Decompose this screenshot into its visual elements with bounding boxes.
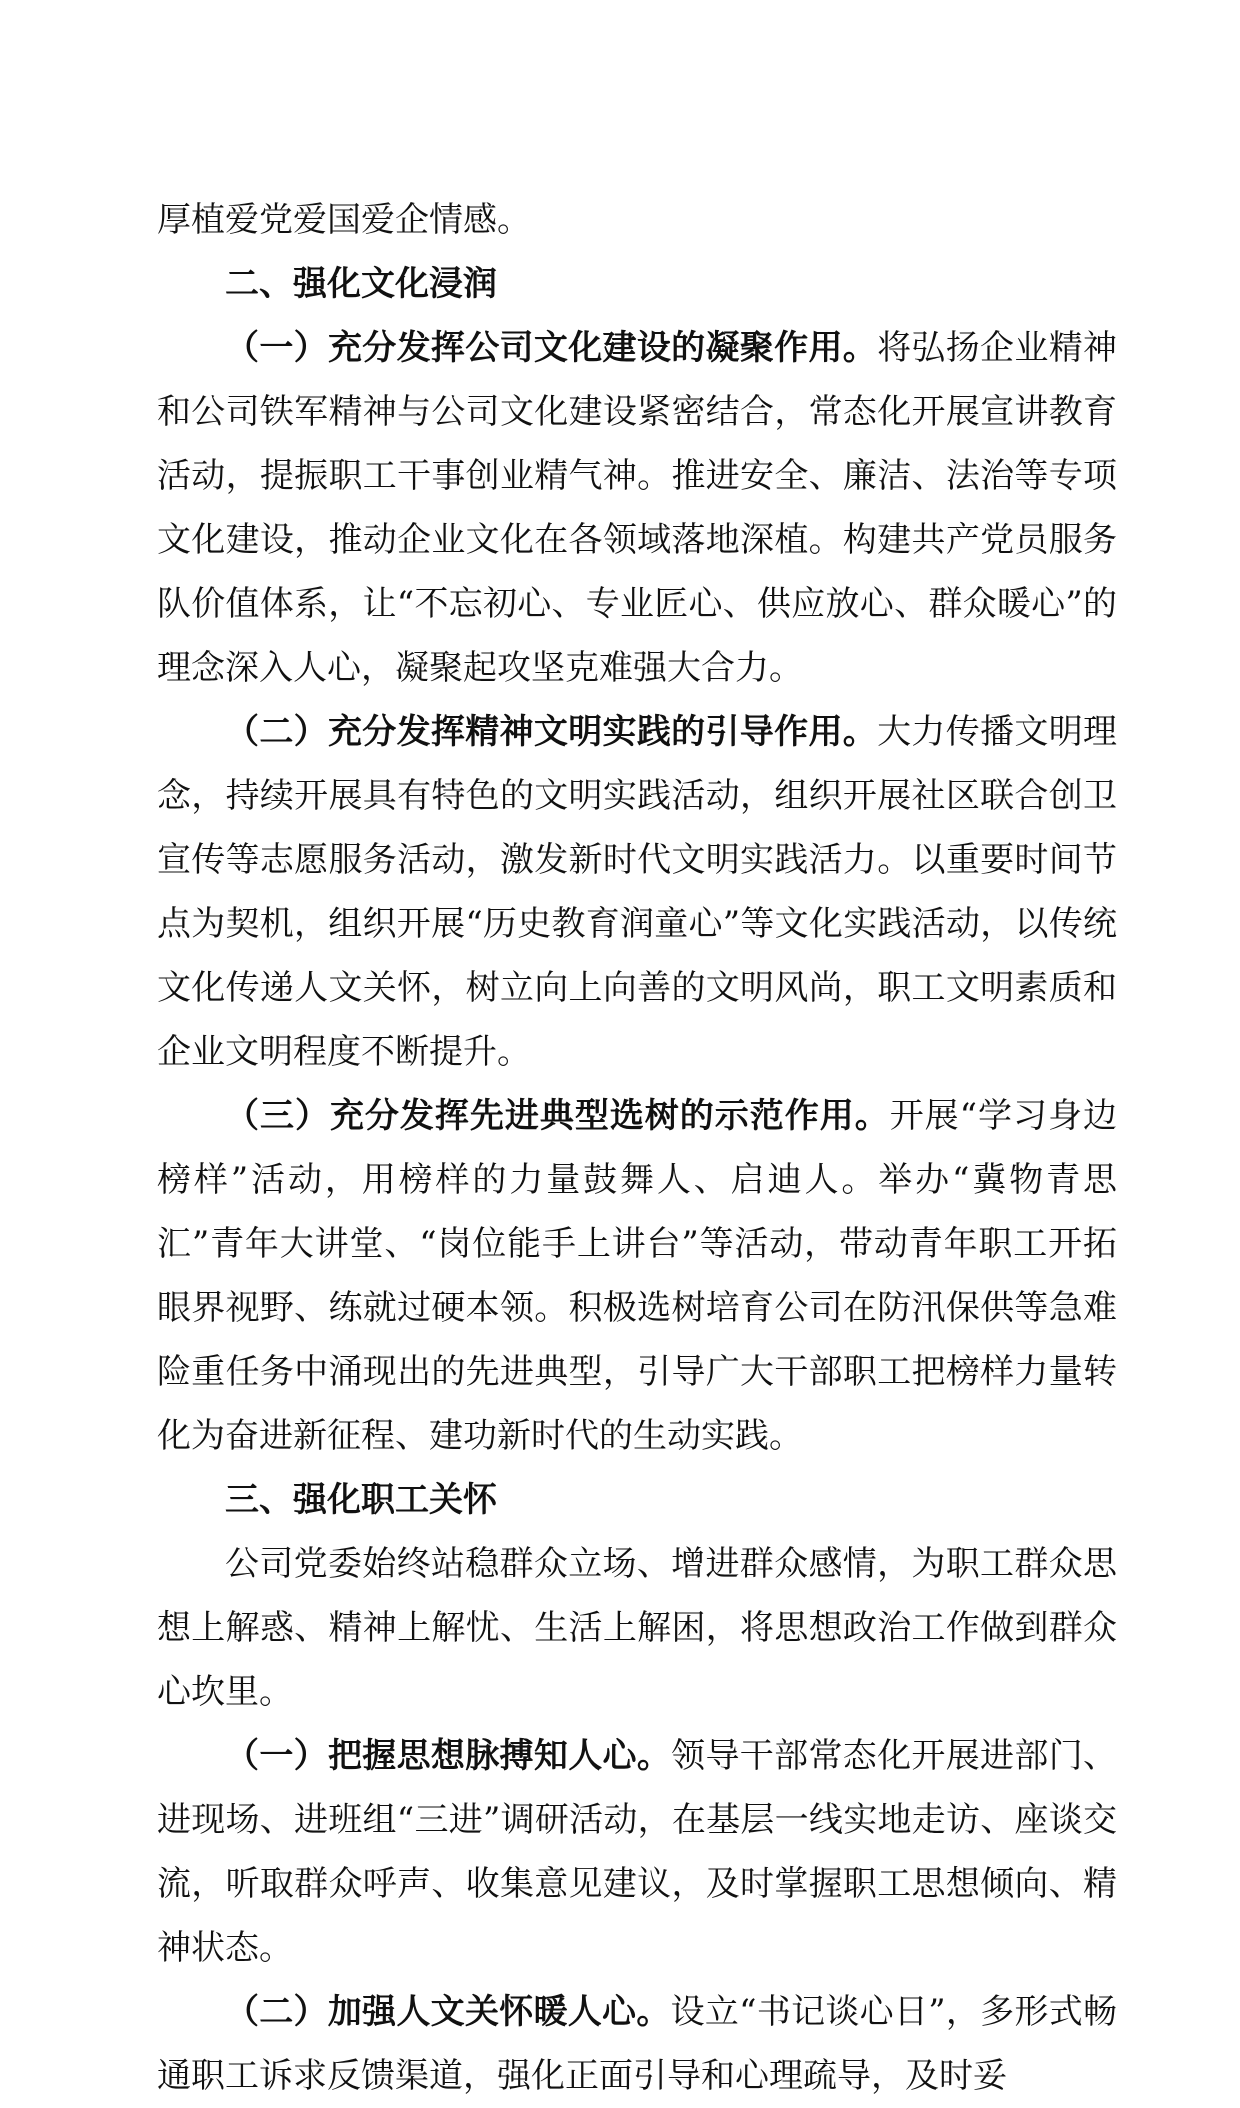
body-humanistic-care: 设立“书记谈心日”，多形式畅通职工诉求反馈渠道，强化正面引导和心理疏导，及时妥 <box>157 1992 1118 2096</box>
body-culture-cohesion: 将弘扬企业精神和公司铁军精神与公司文化建设紧密结合，常态化开展宣讲教育活动，提振职工干事创业精气神。推进安全、廉洁、法治等专项文化建设，推动企业文化在各领域落地深植。构建共产党员服务队价值体系，让“不忘初心、专业匠心、供应放心、群众暖心”的理念深入人心，凝聚起攻坚克难强大合力。 <box>157 328 1118 688</box>
body-role-models: 开展“学习身边榜样”活动，用榜样的力量鼓舞人、启迪人。举办“冀物青思汇”青年大讲堂、“岗位能手上讲台”等活动，带动青年职工开拓眼界视野、练就过硬本领。积极选树培育公司在防汛保供等急难险重任务中涌现出的先进典型，引导广大干部职工把榜样力量转化为奋进新征程、建功新时代的生动实践。 <box>157 1096 1117 1456</box>
paragraph-culture-cohesion <box>157 316 1117 700</box>
subheading-understand-thoughts: （一）把握思想脉搏知人心。 <box>225 1736 672 1776</box>
paragraph-civilization-practice <box>157 700 1117 1084</box>
paragraph-understand-thoughts <box>157 1724 1117 1980</box>
section-heading-culture: 二、强化文化浸润 <box>225 264 497 304</box>
subheading-culture-cohesion: （一）充分发挥公司文化建设的凝聚作用。 <box>225 328 878 368</box>
subheading-role-models: （三）充分发挥先进典型选树的示范作用。 <box>225 1096 890 1136</box>
subheading-humanistic-care: （二）加强人文关怀暖人心。 <box>225 1992 671 2032</box>
body-understand-thoughts: 领导干部常态化开展进部门、进现场、进班组“三进”调研活动，在基层一线实地走访、座谈交流，听取群众呼声、收集意见建议，及时掌握职工思想倾向、精神状态。 <box>157 1736 1118 1968</box>
body-civilization-practice: 大力传播文明理念，持续开展具有特色的文明实践活动，组织开展社区联合创卫宣传等志愿服务活动，激发新时代文明实践活力。以重要时间节点为契机，组织开展“历史教育润童心”等文化实践活动，以传统文化传递人文关怀，树立向上向善的文明风尚，职工文明素质和企业文明程度不断提升。 <box>157 712 1118 1072</box>
paragraph-staff-care-intro: 公司党委始终站稳群众立场、增进群众感情，为职工群众思想上解惑、精神上解忧、生活上解困，将思想政治工作做到群众心坎里。 <box>157 1544 1117 1712</box>
subheading-civilization-practice: （二）充分发挥精神文明实践的引导作用。 <box>225 712 878 752</box>
paragraph-continuation: 厚植爱党爱国爱企情感。 <box>157 200 531 240</box>
document-page <box>157 188 1117 2108</box>
paragraph-humanistic-care <box>157 1980 1117 2108</box>
section-heading-staff-care: 三、强化职工关怀 <box>225 1480 497 1520</box>
paragraph-role-models <box>157 1084 1117 1468</box>
